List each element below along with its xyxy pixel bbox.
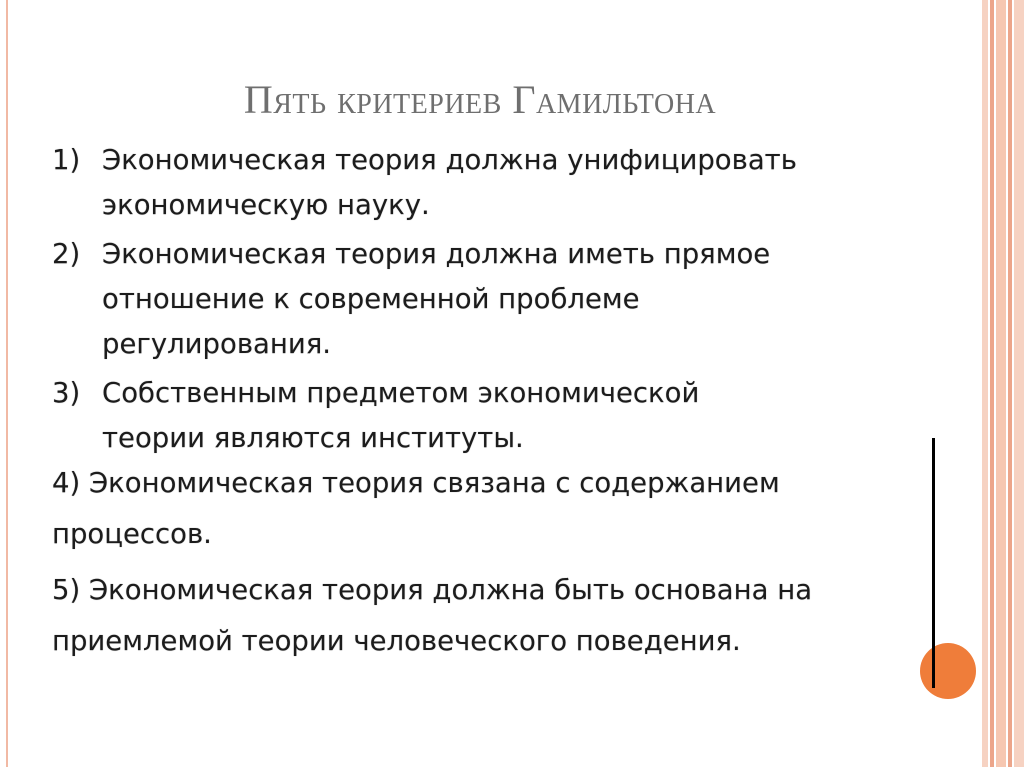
list-item [52, 232, 797, 367]
list-item [52, 565, 812, 667]
right-border-stripe [1014, 0, 1024, 767]
item-line: теории являются институты. [102, 422, 524, 454]
criteria-list-top [40, 130, 940, 454]
item-number: 2) [52, 238, 81, 270]
list-item [52, 371, 797, 461]
item-number: 3) [52, 377, 81, 409]
item-line: 4) Экономическая теория связана с содержанием [52, 467, 780, 499]
item-line: Собственным предметом экономической [102, 377, 700, 409]
item-line: отношение к современной проблеме [102, 283, 640, 315]
item-line: экономическую науку. [102, 189, 430, 221]
item-line: приемлемой теории человеческого поведения. [52, 625, 741, 657]
item-line: процессов. [52, 518, 212, 550]
list-item [52, 458, 812, 560]
right-border-stripe [1008, 0, 1012, 767]
item-line: Экономическая теория должна унифицировать [102, 144, 797, 176]
right-border-stripe [990, 0, 994, 767]
criteria-list-bottom [52, 458, 812, 672]
item-line: регулирования. [102, 328, 332, 360]
list-item [52, 138, 797, 228]
item-number: 1) [52, 144, 81, 176]
item-line: 5) Экономическая теория должна быть основана на [52, 574, 813, 606]
right-border-stripe [982, 0, 988, 767]
right-border-stripe [996, 0, 1006, 767]
slide-title: Пять критериев Гамильтона [243, 77, 717, 122]
decorative-circle [920, 643, 976, 699]
vertical-divider [932, 438, 935, 688]
item-line: Экономическая теория должна иметь прямое [102, 238, 771, 270]
